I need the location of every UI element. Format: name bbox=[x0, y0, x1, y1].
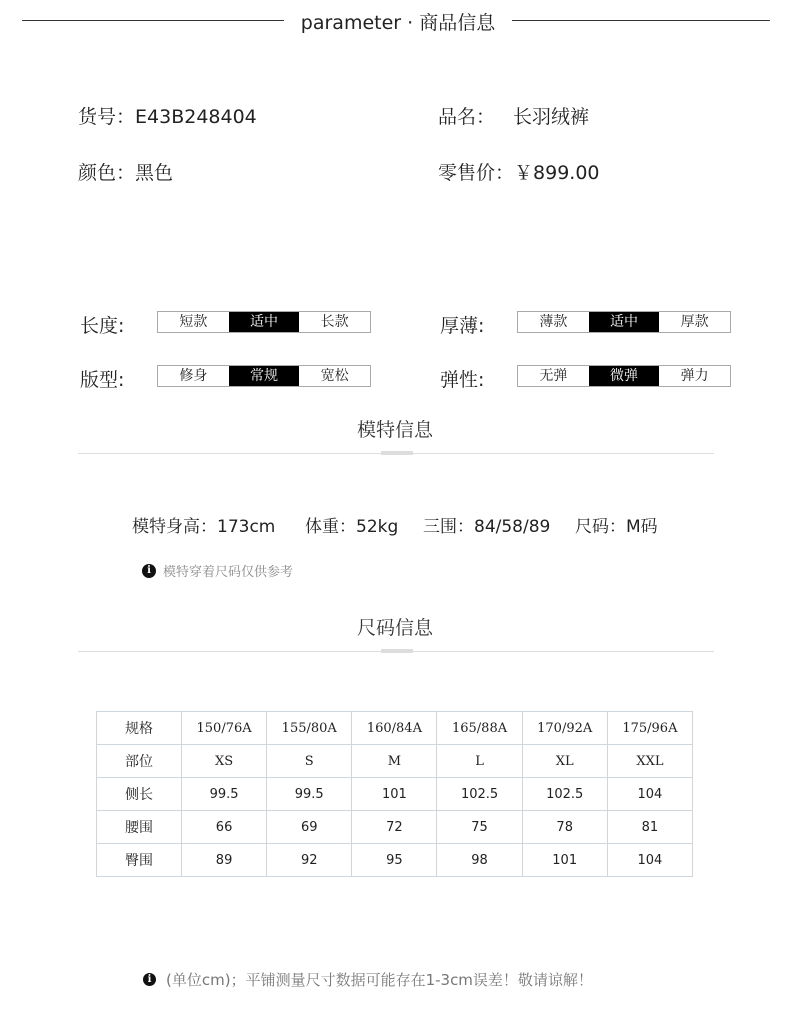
info-icon: i bbox=[143, 973, 156, 986]
length-label: 长度: bbox=[80, 315, 125, 337]
size-note-text: (单位cm)；平铺测量尺寸数据可能存在1-3cm误差！敬请谅解！ bbox=[166, 971, 593, 989]
model-note-text: 模特穿着尺码仅供参考 bbox=[163, 565, 294, 580]
model-weight: 体重：52kg bbox=[305, 517, 399, 537]
model-size: 尺码：M码 bbox=[575, 517, 658, 537]
table-header-label: 规格 bbox=[97, 712, 182, 745]
price-info bbox=[438, 158, 600, 185]
table-cell: 104 bbox=[607, 778, 692, 811]
table-cell: 69 bbox=[267, 811, 352, 844]
thickness-label: 厚薄: bbox=[440, 315, 485, 337]
name-info bbox=[438, 102, 589, 129]
fit-label: 版型: bbox=[80, 369, 125, 391]
table-row-label: 腰围 bbox=[97, 811, 182, 844]
table-row bbox=[97, 778, 693, 811]
table-cell: 101 bbox=[522, 844, 607, 877]
fit-selector bbox=[157, 365, 371, 387]
table-row-label: 臀围 bbox=[97, 844, 182, 877]
table-cell: 99.5 bbox=[267, 778, 352, 811]
table-cell: 95 bbox=[352, 844, 437, 877]
page-header bbox=[0, 4, 790, 36]
elasticity-option: 微弹 bbox=[589, 366, 660, 386]
table-cell: 92 bbox=[267, 844, 352, 877]
table-header-cell: 165/88A bbox=[437, 712, 522, 745]
model-section-title: 模特信息 bbox=[356, 419, 433, 441]
size-table bbox=[96, 711, 693, 877]
color-value: 黑色 bbox=[135, 162, 174, 184]
table-cell: 102.5 bbox=[522, 778, 607, 811]
table-cell: 98 bbox=[437, 844, 522, 877]
thickness-option: 薄款 bbox=[539, 314, 568, 330]
header-divider-left bbox=[22, 20, 284, 21]
elasticity-label: 弹性: bbox=[440, 369, 485, 391]
sku-value: E43B248404 bbox=[135, 106, 257, 128]
thickness-option: 厚款 bbox=[680, 314, 709, 330]
table-cell: 72 bbox=[352, 811, 437, 844]
fit-option: 常规 bbox=[229, 366, 300, 386]
name-label: 品名： bbox=[438, 106, 496, 128]
table-header-cell: 170/92A bbox=[522, 712, 607, 745]
table-row bbox=[97, 811, 693, 844]
name-value: 长羽绒裤 bbox=[513, 106, 590, 128]
length-selector bbox=[157, 311, 371, 333]
table-header-cell: 175/96A bbox=[607, 712, 692, 745]
table-cell: 81 bbox=[607, 811, 692, 844]
table-cell: M bbox=[352, 745, 437, 778]
table-cell: 78 bbox=[522, 811, 607, 844]
length-option: 适中 bbox=[229, 312, 300, 332]
length-option: 长款 bbox=[320, 314, 349, 330]
model-height: 模特身高：173cm bbox=[132, 517, 276, 537]
model-note bbox=[142, 561, 293, 580]
table-cell: 75 bbox=[437, 811, 522, 844]
elasticity-option: 弹力 bbox=[680, 368, 709, 384]
price-label: 零售价： bbox=[438, 162, 515, 184]
table-header-cell: 155/80A bbox=[267, 712, 352, 745]
size-section-title: 尺码信息 bbox=[356, 617, 433, 639]
sku-info bbox=[78, 102, 257, 129]
table-cell: XS bbox=[182, 745, 267, 778]
sku-label: 货号： bbox=[78, 106, 136, 128]
table-header-cell: 150/76A bbox=[182, 712, 267, 745]
table-row bbox=[97, 844, 693, 877]
header-divider-right bbox=[512, 20, 770, 21]
table-cell: 101 bbox=[352, 778, 437, 811]
thickness-selector bbox=[517, 311, 731, 333]
table-row-label: 侧长 bbox=[97, 778, 182, 811]
fit-option: 宽松 bbox=[320, 368, 349, 384]
table-header-cell: 160/84A bbox=[352, 712, 437, 745]
table-row-label: 部位 bbox=[97, 745, 182, 778]
color-info bbox=[78, 158, 173, 185]
table-cell: S bbox=[267, 745, 352, 778]
table-cell: XL bbox=[522, 745, 607, 778]
header-title: parameter · 商品信息 bbox=[300, 12, 496, 34]
elasticity-selector bbox=[517, 365, 731, 387]
size-section-marker bbox=[381, 649, 413, 653]
table-cell: 104 bbox=[607, 844, 692, 877]
elasticity-option: 无弹 bbox=[539, 368, 568, 384]
model-section-marker bbox=[381, 451, 413, 455]
length-option: 短款 bbox=[179, 314, 208, 330]
info-icon: i bbox=[142, 564, 156, 578]
price-value: ￥899.00 bbox=[514, 162, 600, 184]
table-header-row bbox=[97, 712, 693, 745]
fit-option: 修身 bbox=[179, 368, 208, 384]
table-row bbox=[97, 745, 693, 778]
model-measurements: 三围：84/58/89 bbox=[423, 517, 551, 537]
size-note bbox=[143, 969, 593, 990]
table-cell: 102.5 bbox=[437, 778, 522, 811]
table-cell: 99.5 bbox=[182, 778, 267, 811]
table-cell: 89 bbox=[182, 844, 267, 877]
table-cell: XXL bbox=[607, 745, 692, 778]
table-cell: L bbox=[437, 745, 522, 778]
color-label: 颜色： bbox=[78, 162, 136, 184]
thickness-option: 适中 bbox=[589, 312, 660, 332]
table-cell: 66 bbox=[182, 811, 267, 844]
